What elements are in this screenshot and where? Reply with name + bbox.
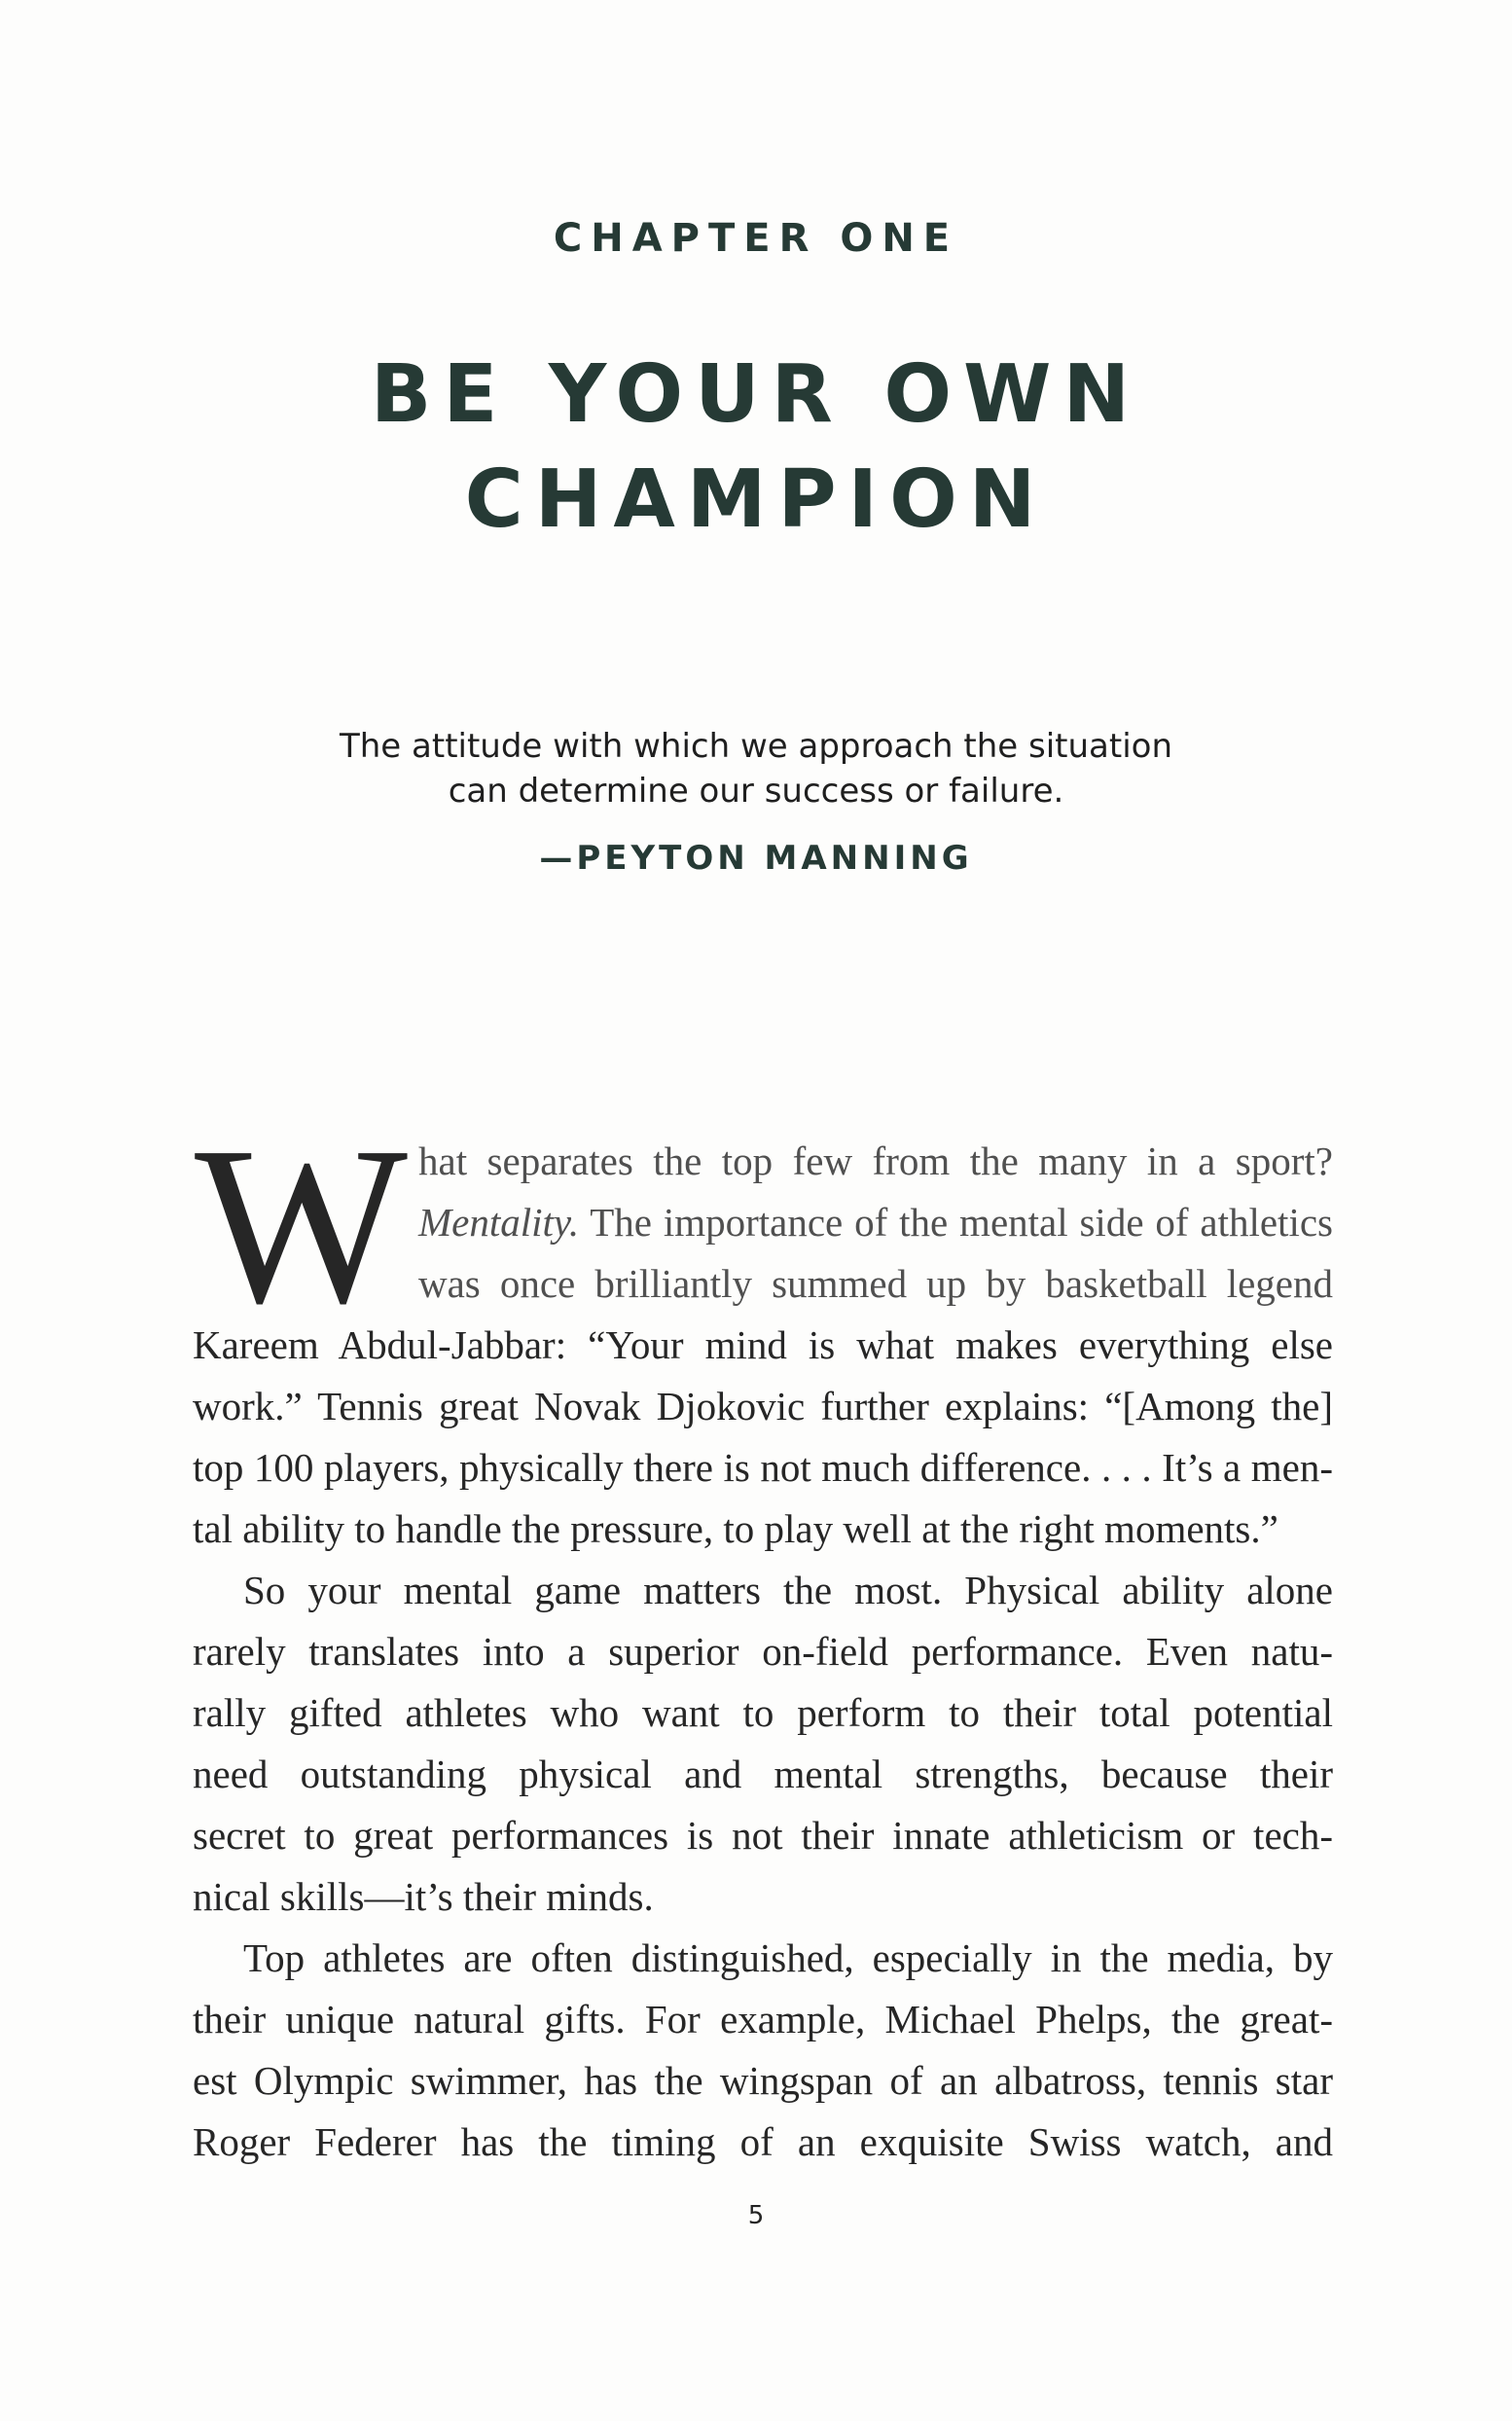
chapter-title-line: CHAMPION <box>464 453 1048 546</box>
text-line: their unique natural gifts. For example, Michael Phelps, the great- <box>193 1997 1333 2042</box>
text-line: Top athletes are often distinguished, especially in the media, by <box>243 1935 1333 1980</box>
text-line: nical skills—it’s their minds. <box>193 1874 654 1919</box>
drop-cap: W <box>195 1101 408 1351</box>
text-line: So your mental game matters the most. Physical ability alone <box>243 1568 1333 1612</box>
body-text <box>193 1101 1333 2173</box>
chapter-title <box>0 343 1512 553</box>
text-line: top 100 players, physically there is not much difference. . . . It’s a men- <box>193 1445 1333 1490</box>
text-line: hat separates the top few from the many in a sport? <box>418 1138 1333 1183</box>
text-line: est Olympic swimmer, has the wingspan of an albatross, tennis star <box>193 2058 1333 2103</box>
epigraph-line: The attitude with which we approach the situation <box>339 727 1173 766</box>
text-line-rest: The importance of the mental side of athletics <box>590 1200 1333 1245</box>
text-line: secret to great performances is not their innate athleticism or tech- <box>193 1813 1333 1858</box>
text-line: Roger Federer has the timing of an exquisite Swiss watch, and <box>193 2119 1333 2164</box>
epigraph-quote <box>0 724 1512 813</box>
italic-word: Mentality. <box>418 1200 580 1245</box>
text-line: need outstanding physical and mental strengths, because their <box>193 1752 1333 1796</box>
epigraph-line: can determine our success or failure. <box>448 772 1064 811</box>
text-line: work.” Tennis great Novak Djokovic further explains: “[Among the] <box>193 1384 1333 1428</box>
chapter-title-line: BE YOUR OWN <box>370 348 1142 441</box>
text-line: rally gifted athletes who want to perform to their total potential <box>193 1690 1333 1735</box>
paragraph-1 <box>193 1101 1333 1560</box>
page-number: 5 <box>747 2201 765 2230</box>
text-line: rarely translates into a superior on-field performance. Even natu- <box>193 1629 1333 1674</box>
text-line: Kareem Abdul-Jabbar: “Your mind is what makes everything else <box>193 1322 1333 1367</box>
paragraph-2 <box>193 1560 1333 1928</box>
epigraph-attribution: —PEYTON MANNING <box>539 839 973 878</box>
chapter-label: CHAPTER ONE <box>553 216 959 261</box>
paragraph-3 <box>193 1928 1333 2173</box>
text-line: tal ability to handle the pressure, to play well at the right moments.” <box>193 1506 1278 1551</box>
text-line <box>193 1192 1333 1253</box>
text-line: was once brilliantly summed up by basketball legend <box>418 1261 1333 1306</box>
